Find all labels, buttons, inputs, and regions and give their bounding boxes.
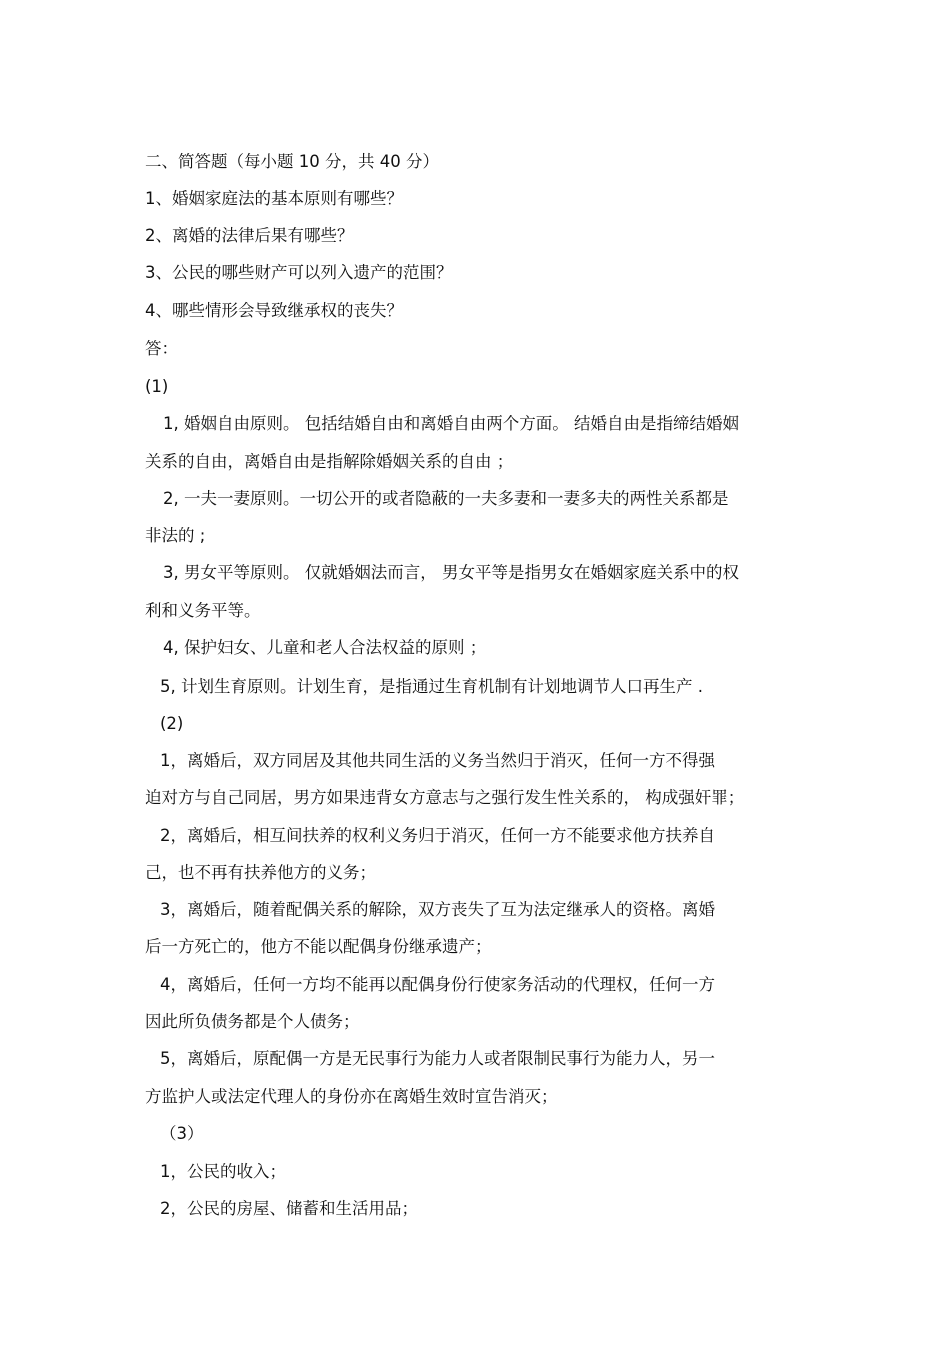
section-1-line: 5, 计划生育原则。计划生育，是指通过生育机制有计划地调节人口再生产 . — [160, 677, 703, 696]
section-3-line: 2，公民的房屋、储蓄和生活用品； — [160, 1199, 418, 1218]
section-2-line: 3，离婚后，随着配偶关系的解除，双方丧失了互为法定继承人的资格。离婚 — [160, 900, 715, 919]
section-1-line: 非法的 ; — [145, 526, 206, 545]
section-1-label: (1) — [145, 377, 169, 396]
question-1: 1、婚姻家庭法的基本原则有哪些？ — [145, 189, 403, 208]
section-2-line: 1，离婚后，双方同居及其他共同生活的义务当然归于消灭，任何一方不得强 — [160, 751, 715, 770]
section-2-line: 5，离婚后，原配偶一方是无民事行为能力人或者限制民事行为能力人，另一 — [160, 1049, 715, 1068]
section-2-label: (2) — [160, 714, 184, 733]
section-1-line: 3, 男女平等原则。 仅就婚姻法而言， 男女平等是指男女在婚姻家庭关系中的权 — [163, 563, 739, 582]
section-2-line: 4，离婚后，任何一方均不能再以配偶身份行使家务活动的代理权，任何一方 — [160, 975, 715, 994]
section-heading: 二、简答题（每小题 10 分，共 40 分） — [145, 152, 439, 171]
section-3-line: 1，公民的收入； — [160, 1162, 286, 1181]
question-3: 3、公民的哪些财产可以列入遗产的范围？ — [145, 263, 453, 282]
section-2-line: 后一方死亡的，他方不能以配偶身份继承遗产； — [145, 937, 492, 956]
section-2-line: 己，也不再有扶养他方的义务； — [145, 863, 376, 882]
question-4: 4、哪些情形会导致继承权的丧失？ — [145, 301, 403, 320]
section-1-line: 关系的自由，离婚自由是指解除婚姻关系的自由 ； — [145, 452, 514, 471]
section-2-line: 2，离婚后，相互间扶养的权利义务归于消灭，任何一方不能要求他方扶养自 — [160, 826, 715, 845]
answer-label: 答： — [145, 339, 178, 358]
section-1-line: 利和义务平等。 — [145, 601, 261, 620]
section-2-line: 方监护人或法定代理人的身份亦在离婚生效时宣告消灭； — [145, 1087, 558, 1106]
section-1-line: 1, 婚姻自由原则。 包括结婚自由和离婚自由两个方面。 结婚自由是指缔结婚姻 — [163, 414, 739, 433]
section-3-label: （3） — [160, 1124, 204, 1143]
question-2: 2、离婚的法律后果有哪些？ — [145, 226, 354, 245]
section-1-line: 4, 保护妇女、儿童和老人合法权益的原则 ； — [163, 638, 487, 657]
section-1-line: 2, 一夫一妻原则。一切公开的或者隐蔽的一夫多妻和一妻多夫的两性关系都是 — [163, 489, 729, 508]
section-2-line: 因此所负债务都是个人债务； — [145, 1012, 360, 1031]
section-2-line: 迫对方与自己同居，男方如果违背女方意志与之强行发生性关系的， 构成强奸罪； — [145, 788, 745, 807]
